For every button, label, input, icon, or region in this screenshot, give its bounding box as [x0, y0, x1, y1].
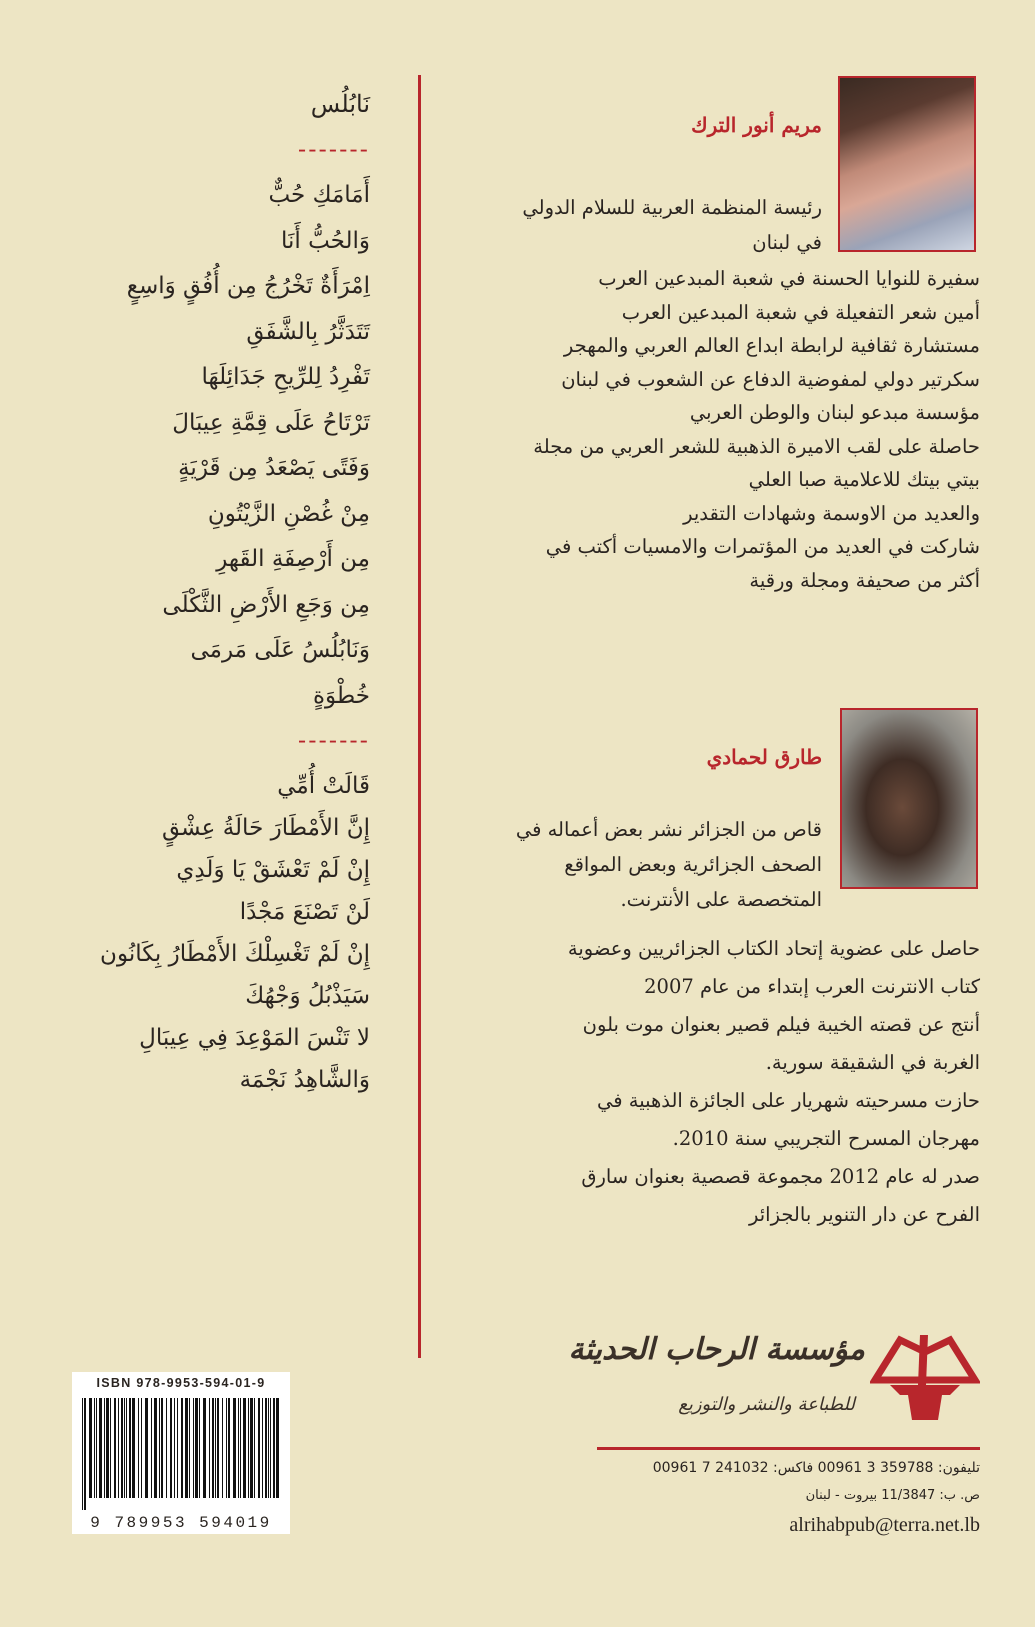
- text-line: مهرجان المسرح التجريبي سنة 2010.: [672, 1127, 980, 1150]
- barcode-bar: [106, 1398, 109, 1498]
- barcode-bar: [154, 1398, 157, 1498]
- barcode-bar: [215, 1398, 216, 1498]
- text-line: سَيَذْبُلُ وَجْهُكَ: [245, 982, 370, 1009]
- text-line: الغربة في الشقيقة سورية.: [765, 1051, 980, 1074]
- barcode-bar: [222, 1398, 223, 1498]
- text-line: خُطْوَةٍ: [312, 682, 370, 709]
- barcode-bars: [82, 1398, 282, 1510]
- barcode-bar: [228, 1398, 230, 1498]
- text-line: تَتَدَثَّرُ بِالشَّفَقِ: [246, 318, 370, 345]
- text-line: وَفَتًى يَصْعَدُ مِن قَرْيَةٍ: [178, 455, 370, 481]
- barcode-bar: [132, 1398, 135, 1498]
- barcode-bar: [240, 1398, 241, 1498]
- text-line: أَمَامَكِ حُبٌّ: [268, 182, 370, 208]
- barcode-bar: [124, 1398, 125, 1498]
- barcode-bar: [104, 1398, 105, 1498]
- barcode-bar: [273, 1398, 275, 1498]
- text-line: صدر له عام 2012 مجموعة قصصية بعنوان سارق: [581, 1165, 980, 1188]
- barcode-bar: [203, 1398, 206, 1498]
- text-line: أمين شعر التفعيلة في شعبة المبدعين العرب: [621, 300, 980, 324]
- text-line: شاركت في العديد من المؤتمرات والامسيات أكتب في: [545, 535, 980, 558]
- barcode-bar: [270, 1398, 271, 1498]
- bio-line: رئيسة المنظمة العربية للسلام الدولي: [522, 196, 822, 219]
- author-name: طارق لحمادي: [706, 745, 822, 769]
- publisher-divider: [597, 1447, 980, 1450]
- barcode-bar: [265, 1398, 267, 1498]
- author-bio: [533, 262, 980, 597]
- text-line: كتاب الانترنت العرب إبتداء من عام 2007: [644, 975, 980, 998]
- barcode-bar: [110, 1398, 111, 1498]
- barcode-bar: [121, 1398, 123, 1498]
- author-intro: [522, 190, 822, 260]
- barcode-bar: [209, 1398, 210, 1498]
- barcode-bar: [248, 1398, 249, 1498]
- text-line: مِن وَجَعِ الأَرْضِ الثَّكْلَى: [162, 591, 370, 618]
- barcode-bar: [177, 1398, 178, 1498]
- author-name: مريم أنور الترك: [691, 113, 822, 137]
- barcode-bar: [250, 1398, 253, 1498]
- barcode-bar: [174, 1398, 175, 1498]
- poem-stanza: [30, 173, 370, 719]
- isbn-label: ISBN 978-9953-594-01-9: [96, 1376, 266, 1390]
- barcode-bar: [189, 1398, 190, 1498]
- text-line: مستشارة ثقافية لرابطة ابداع العالم العربي والمهجر: [563, 334, 980, 357]
- author-bio: [568, 930, 980, 1234]
- publisher-logo-icon: [870, 1330, 980, 1425]
- barcode-bar: [217, 1398, 219, 1498]
- publisher-address: ص. ب: 11/3847 بيروت - لبنان: [805, 1488, 980, 1503]
- barcode-bar: [254, 1398, 255, 1498]
- barcode-bar: [114, 1398, 116, 1498]
- barcode-bar: [166, 1398, 167, 1498]
- isbn-barcode: [72, 1372, 290, 1534]
- barcode-bar: [151, 1398, 152, 1498]
- barcode-bar: [126, 1398, 127, 1498]
- barcode-bar: [138, 1398, 139, 1498]
- barcode-bar: [233, 1398, 236, 1498]
- barcode-bar: [129, 1398, 131, 1498]
- text-line: تَفْرِدُ لِلرِّيحِ جَدَائِلَهَا: [201, 364, 370, 390]
- text-line: إِنَّ الأَمْطَارَ حَالَةُ عِشْقٍ: [161, 814, 370, 841]
- barcode-bar: [262, 1398, 263, 1498]
- publisher-name: مؤسسة الرحاب الحديثة: [568, 1332, 865, 1367]
- text-line: أنتج عن قصته الخيبة فيلم قصير بعنوان موت بلون: [582, 1013, 980, 1036]
- barcode-bar: [145, 1398, 148, 1498]
- text-line: إِنْ لَمْ تَغْسِلْكَ الأَمْطَارُ بِكَانُون: [100, 940, 370, 967]
- text-line: وَالحُبُّ أَنَا: [280, 227, 370, 254]
- barcode-bar: [226, 1398, 227, 1498]
- text-line: مِن أَرْصِفَةِ القَهرِ: [216, 546, 370, 572]
- text-line: وَنَابُلُسُ عَلَى مَرمَى: [190, 637, 370, 663]
- barcode-bar: [82, 1398, 83, 1510]
- author-intro: [516, 812, 822, 917]
- text-line: مؤسسة مبدعو لبنان والوطن العربي: [689, 401, 980, 424]
- barcode-bar: [181, 1398, 183, 1498]
- barcode-bar: [195, 1398, 198, 1498]
- barcode-bar: [199, 1398, 200, 1498]
- text-line: سفيرة للنوايا الحسنة في شعبة المبدعين العرب: [598, 267, 980, 290]
- barcode-bar: [276, 1398, 279, 1498]
- barcode-bar: [84, 1398, 86, 1510]
- poem-title: نَابُلُس: [310, 90, 370, 118]
- barcode-bar: [141, 1398, 142, 1498]
- text-line: قَالَتْ أُمِّي: [277, 772, 370, 799]
- text-line: اِمْرَأَةٌ تَخْرُجُ مِن أُفُقٍ وَاسِعٍ: [126, 273, 370, 299]
- text-line: وَالشَّاهِدُ نَجْمَة: [239, 1066, 370, 1093]
- text-line: تَرْتَاحُ عَلَى قِمَّةِ عِيبَالَ: [172, 409, 370, 436]
- barcode-bar: [89, 1398, 92, 1498]
- publisher-subtitle: للطباعة والنشر والتوزيع: [678, 1394, 855, 1415]
- barcode-bar: [212, 1398, 214, 1498]
- text-line: حاصل على عضوية إتحاد الكتاب الجزائريين وعضوية: [567, 937, 980, 960]
- text-line: إِنْ لَمْ تَعْشَقْ يَا وَلَدِي: [176, 856, 370, 883]
- text-line: الفرح عن دار التنوير بالجزائر: [748, 1203, 980, 1226]
- text-line: لا تَنْسَ المَوْعِدَ فِي عِيبَالِ: [139, 1024, 370, 1051]
- bio-line: المتخصصة على الأنترنت.: [620, 888, 822, 911]
- bio-line: قاص من الجزائر نشر بعض أعماله في: [515, 818, 822, 841]
- barcode-bar: [243, 1398, 246, 1498]
- text-line: أكثر من صحيفة ومجلة ورقية: [749, 568, 980, 592]
- barcode-bar: [94, 1398, 95, 1498]
- barcode-bar: [118, 1398, 119, 1498]
- separator: -------: [297, 728, 370, 754]
- poem-stanza: [30, 765, 370, 1101]
- barcode-bar: [258, 1398, 260, 1498]
- vertical-divider: [418, 75, 421, 1358]
- author-photo-tariq: [840, 708, 978, 889]
- barcode-bar: [96, 1398, 97, 1498]
- bio-line: في لبنان: [752, 231, 822, 254]
- barcode-bar: [170, 1398, 172, 1498]
- separator: -------: [297, 136, 370, 163]
- text-line: حازت مسرحيته شهريار على الجائزة الذهبية في: [596, 1089, 980, 1112]
- barcode-bar: [268, 1398, 269, 1498]
- text-line: لَنْ تَصْنَعَ مَجْدًا: [239, 898, 370, 925]
- barcode-bar: [161, 1398, 163, 1498]
- publisher-email: alrihabpub@terra.net.lb: [789, 1514, 980, 1536]
- text-line: سكرتير دولي لمفوضية الدفاع عن الشعوب في لبنان: [561, 367, 980, 391]
- barcode-bar: [185, 1398, 188, 1498]
- poem: [30, 82, 370, 1101]
- bio-line: الصحف الجزائرية وبعض المواقع: [564, 853, 822, 876]
- barcode-bar: [159, 1398, 160, 1498]
- text-line: مِنْ غُصْنِ الزَّيْتُونِ: [207, 500, 370, 527]
- text-line: بيتي بيتك للاعلامية صبا العلي: [748, 468, 980, 491]
- text-line: والعديد من الاوسمة وشهادات التقدير: [683, 501, 980, 525]
- barcode-bar: [193, 1398, 194, 1498]
- barcode-bar: [99, 1398, 102, 1498]
- publisher-phone: تليفون: 359788 3 00961 فاكس: 241032 7 00961: [652, 1460, 980, 1476]
- barcode-bar: [238, 1398, 239, 1498]
- text-line: حاصلة على لقب الاميرة الذهبية للشعر العربي من مجلة: [533, 434, 980, 458]
- author-photo-maryam: [838, 76, 976, 252]
- barcode-digits: 9 789953 594019: [90, 1514, 272, 1532]
